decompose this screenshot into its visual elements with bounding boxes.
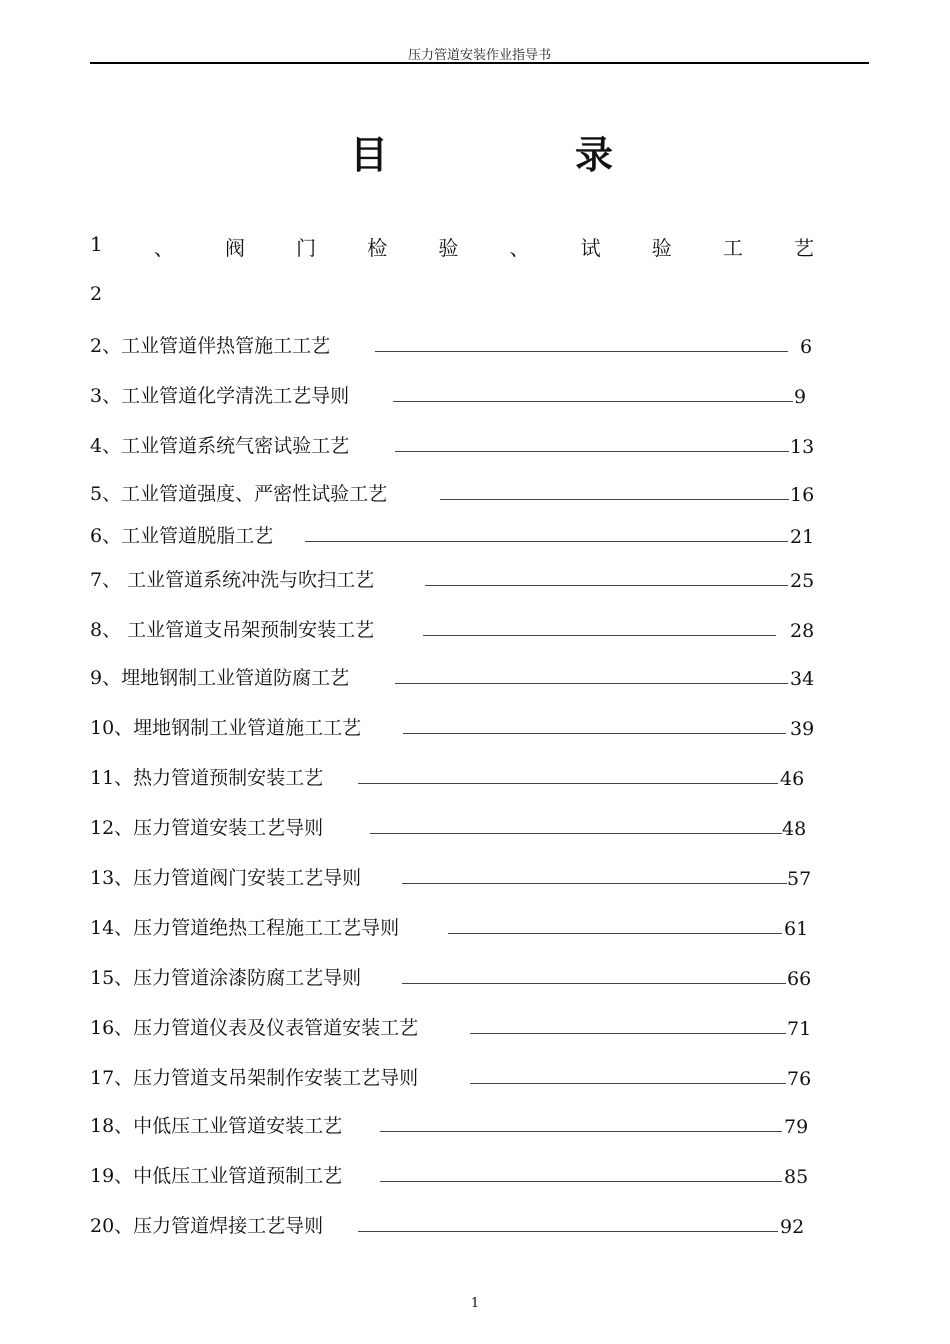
toc-leader-line (375, 351, 788, 352)
toc-entry-page: 9 (794, 386, 807, 408)
toc-entry-label: 13、压力管道阀门安装工艺导则 (90, 867, 362, 889)
toc-entry-page: 34 (790, 668, 815, 690)
toc-entry-1-part: 验 (651, 236, 672, 260)
toc-entry-page: 16 (790, 484, 815, 506)
toc-entry-page: 57 (787, 868, 812, 890)
toc-entry-1-part: 、 (153, 236, 174, 260)
toc-entry-1-part: 工 (722, 236, 743, 260)
toc-leader-line (393, 401, 793, 402)
toc-entry-1-part: 阀 (224, 236, 245, 260)
toc-leader-line (380, 1131, 782, 1132)
toc-entry-1-part: 艺 (793, 236, 814, 260)
toc-entry-1-part: 检 (367, 236, 388, 260)
toc-entry-label: 2、工业管道伴热管施工工艺 (90, 335, 331, 357)
running-header: 压力管道安装作业指导书 (407, 48, 551, 63)
toc-entry-label: 19、中低压工业管道预制工艺 (90, 1165, 343, 1187)
toc-entry-page: 39 (790, 718, 815, 740)
toc-entry-label: 15、压力管道涂漆防腐工艺导则 (90, 967, 362, 989)
toc-leader-line (423, 635, 776, 636)
toc-entry-page: 85 (784, 1166, 809, 1188)
toc-entry-1-part: 、 (509, 236, 530, 260)
toc-leader-line (440, 499, 789, 500)
toc-entry-page: 25 (790, 570, 815, 592)
header-rule (90, 62, 869, 64)
toc-entry-page: 76 (787, 1068, 812, 1090)
toc-entry-label: 5、工业管道强度、严密性试验工艺 (90, 483, 388, 505)
toc-entry-label: 9、埋地钢制工业管道防腐工艺 (90, 667, 350, 689)
toc-entry-page: 66 (787, 968, 812, 990)
toc-entry-page: 71 (787, 1018, 812, 1040)
toc-entry-label: 8、 工业管道支吊架预制安装工艺 (90, 619, 375, 641)
toc-entry-label: 12、压力管道安装工艺导则 (90, 817, 324, 839)
toc-leader-line (358, 1231, 778, 1232)
toc-entry-1-page: 2 (90, 283, 103, 305)
toc-leader-line (358, 783, 778, 784)
title-char-2: 录 (575, 133, 614, 177)
toc-entry-page: 48 (782, 818, 807, 840)
toc-entry-label: 6、工业管道脱脂工艺 (90, 525, 274, 547)
toc-entry-label: 7、 工业管道系统冲洗与吹扫工艺 (90, 569, 375, 591)
toc-entry-label: 11、热力管道预制安装工艺 (90, 767, 324, 789)
toc-entry-label: 4、工业管道系统气密试验工艺 (90, 435, 350, 457)
toc-leader-line (305, 541, 788, 542)
toc-entry-page: 92 (780, 1216, 805, 1238)
toc-entry-1-part: 门 (296, 236, 317, 260)
toc-entry-label: 3、工业管道化学清洗工艺导则 (90, 385, 350, 407)
toc-leader-line (370, 833, 782, 834)
toc-entry-label: 20、压力管道焊接工艺导则 (90, 1215, 324, 1237)
toc-leader-line (402, 983, 786, 984)
toc-leader-line (380, 1181, 782, 1182)
toc-leader-line (470, 1033, 786, 1034)
toc-leader-line (403, 733, 786, 734)
toc-entry-label: 18、中低压工业管道安装工艺 (90, 1115, 343, 1137)
toc-entry-label: 14、压力管道绝热工程施工工艺导则 (90, 917, 400, 939)
toc-entry-1-part: 验 (438, 236, 459, 260)
toc-entry-1 (90, 232, 814, 261)
toc-leader-line (470, 1083, 786, 1084)
toc-entry-page: 21 (790, 526, 815, 548)
toc-entry-label: 10、埋地钢制工业管道施工工艺 (90, 717, 362, 739)
toc-entry-label: 17、压力管道支吊架制作安装工艺导则 (90, 1067, 419, 1089)
toc-entry-page: 6 (800, 336, 813, 358)
toc-entry-page: 46 (780, 768, 805, 790)
title-char-1: 目 (350, 133, 389, 177)
toc-entry-1-part: 试 (580, 236, 601, 260)
toc-entry-1-part: 1 (90, 232, 103, 256)
page-number: 1 (470, 1296, 480, 1311)
toc-entry-page: 13 (790, 436, 815, 458)
toc-leader-line (425, 585, 788, 586)
toc-entry-page: 61 (784, 918, 809, 940)
toc-entry-page: 28 (790, 620, 815, 642)
toc-leader-line (402, 883, 787, 884)
toc-title (0, 124, 950, 177)
toc-leader-line (395, 683, 788, 684)
toc-entry-label: 16、压力管道仪表及仪表管道安装工艺 (90, 1017, 419, 1039)
toc-leader-line (448, 933, 782, 934)
toc-leader-line (395, 451, 789, 452)
toc-entry-page: 79 (784, 1116, 809, 1138)
